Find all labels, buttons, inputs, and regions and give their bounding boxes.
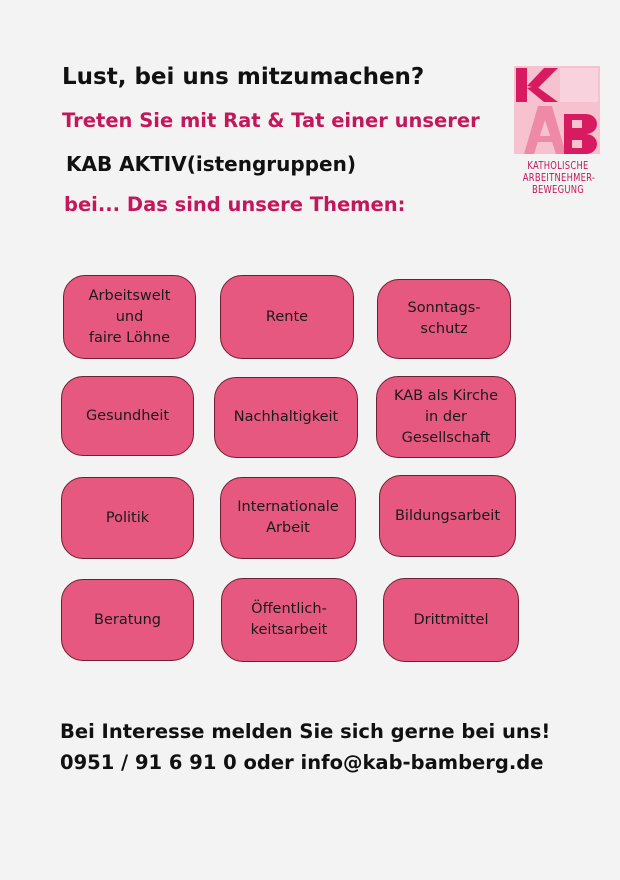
logo-text-line: ARBEITNEHMER- <box>522 172 596 184</box>
theme-tile: Internationale Arbeit <box>220 477 356 559</box>
theme-tile: Bildungsarbeit <box>379 475 516 557</box>
theme-tile: Öffentlich- keitsarbeit <box>221 578 357 662</box>
theme-tile: Nachhaltigkeit <box>214 377 358 458</box>
subheadline: Treten Sie mit Rat & Tat einer unserer <box>62 109 480 132</box>
logo-text-line: KATHOLISCHE <box>527 160 589 172</box>
theme-tile: Sonntags- schutz <box>377 279 511 359</box>
theme-tile: Beratung <box>61 579 194 661</box>
themes-intro: bei... Das sind unsere Themen: <box>64 193 406 216</box>
theme-tile: KAB als Kirche in der Gesellschaft <box>376 376 516 458</box>
theme-tile: Arbeitswelt und faire Löhne <box>63 275 196 359</box>
contact-details: 0951 / 91 6 91 0 oder info@kab-bamberg.de <box>60 751 544 774</box>
theme-tile: Rente <box>220 275 354 359</box>
contact-info <box>60 716 550 778</box>
headline: Lust, bei uns mitzumachen? <box>62 64 425 90</box>
logo-text-line: BEWEGUNG <box>531 184 585 196</box>
group-name: KAB AKTIV(istengruppen) <box>66 152 356 176</box>
theme-tile: Politik <box>61 477 194 559</box>
contact-invitation: Bei Interesse melden Sie sich gerne bei uns! <box>60 720 551 743</box>
theme-tile: Gesundheit <box>61 376 194 456</box>
theme-tile: Drittmittel <box>383 578 519 662</box>
